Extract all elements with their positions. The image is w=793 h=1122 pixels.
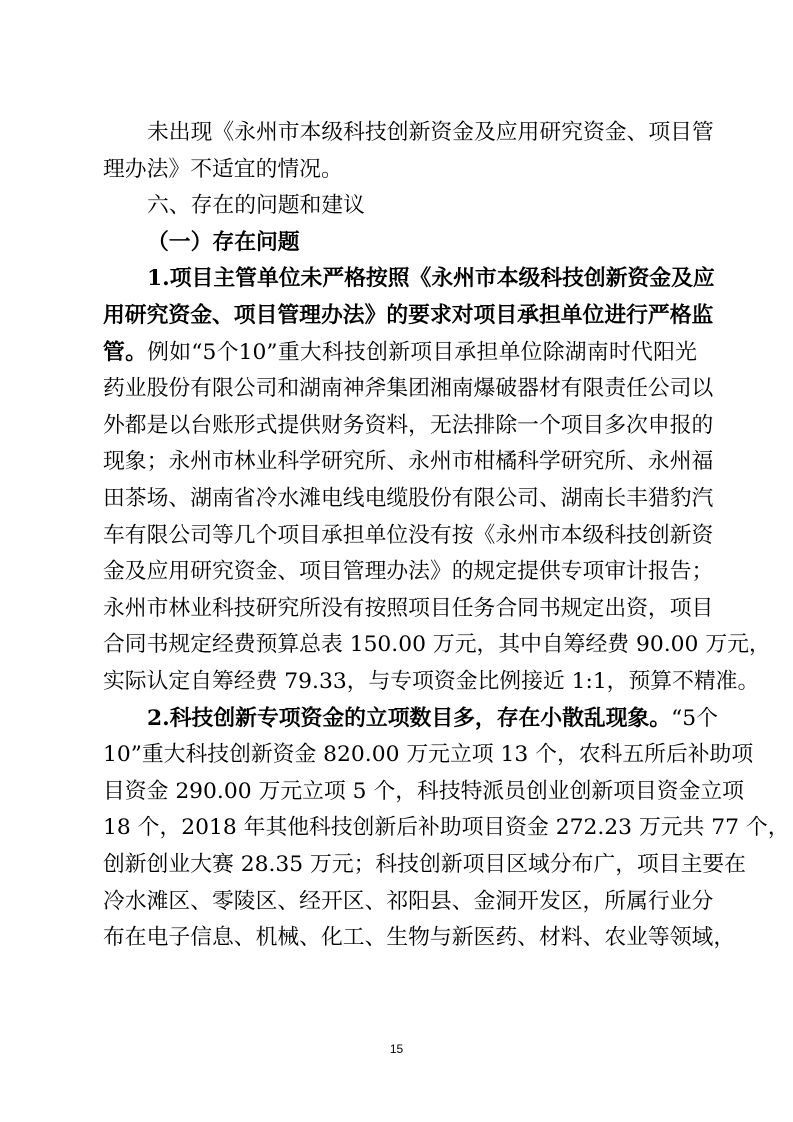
regular-text: 实际认定自筹经费 79.33，与专项资金比例接近 1:1，预算不精准。 xyxy=(103,669,760,694)
regular-text: 未出现《永州市本级科技创新资金及应用研究资金、项目管 xyxy=(147,120,714,145)
text-line xyxy=(103,595,714,623)
text-line xyxy=(103,156,697,184)
regular-text: 18 个，2018 年其他科技创新后补助项目资金 272.23 万元共 77 个， xyxy=(103,815,790,841)
text-line xyxy=(103,522,714,550)
regular-text: 目资金 290.00 万元立项 5 个，科技特派员创业创新项目资金立项 xyxy=(103,778,744,804)
bold-text: 2.科技创新专项资金的立项数目多，存在小散乱现象。 xyxy=(147,705,672,731)
regular-text: 车有限公司等几个项目承担单位没有按《永州市本级科技创新资 xyxy=(103,522,714,548)
regular-text: 六、存在的问题和建议 xyxy=(147,193,365,219)
regular-text: 创新创业大赛 28.35 万元；科技创新项目区域分布广，项目主要在 xyxy=(103,852,746,877)
text-line xyxy=(147,265,715,293)
bold-text: （一）存在问题 xyxy=(147,229,300,255)
text-line xyxy=(103,741,754,769)
text-line xyxy=(103,448,714,476)
text-line xyxy=(103,302,714,330)
text-line xyxy=(147,119,714,147)
text-line xyxy=(103,778,744,806)
regular-text: 金及应用研究资金、项目管理办法》的规定提供专项审计报告； xyxy=(103,559,714,585)
text-line xyxy=(147,705,718,733)
regular-text: 10”重大科技创新资金 820.00 万元立项 13 个，农科五所后补助项 xyxy=(103,742,754,768)
regular-text: 田茶场、湖南省冷水滩电线电缆股份有限公司、湖南长丰猎豹汽 xyxy=(103,486,714,511)
text-line xyxy=(147,229,697,257)
page-number: 15 xyxy=(389,1042,404,1056)
bold-text: 1.项目主管单位未严格按照《永州市本级科技创新资金及应 xyxy=(147,266,715,292)
text-line xyxy=(103,375,714,403)
regular-text: “5个 xyxy=(671,705,718,731)
regular-text: 合同书规定经费预算总表 150.00 万元，其中自筹经费 90.00 万元， xyxy=(103,632,771,658)
regular-text: 永州市林业科技研究所没有按照项目任务合同书规定出资，项目 xyxy=(103,595,714,621)
text-line xyxy=(103,339,697,367)
regular-text: 理办法》不适宜的情况。 xyxy=(103,156,343,182)
bold-text: 用研究资金、项目管理办法》的要求对项目承担单位进行严格监 xyxy=(103,303,714,328)
text-line xyxy=(103,412,714,440)
text-line xyxy=(103,668,760,696)
regular-text: 冷水滩区、零陵区、经开区、祁阳县、金洞开发区，所属行业分 xyxy=(103,888,714,914)
text-line xyxy=(103,924,736,952)
regular-text: 布在电子信息、机械、化工、生物与新医药、材料、农业等领域， xyxy=(103,925,736,951)
text-line xyxy=(103,485,714,513)
regular-text: 药业股份有限公司和湖南神斧集团湘南爆破器材有限责任公司以 xyxy=(103,376,714,402)
text-line xyxy=(103,814,790,842)
regular-text: 外都是以台账形式提供财务资料，无法排除一个项目多次申报的 xyxy=(103,412,714,438)
regular-text: 现象；永州市林业科学研究所、永州市柑橘科学研究所、永州福 xyxy=(103,449,714,475)
text-line xyxy=(103,888,714,916)
text-line xyxy=(103,558,714,586)
bold-text: 管。 xyxy=(103,339,148,365)
regular-text: 例如“5个10”重大科技创新项目承担单位除湖南时代阳光 xyxy=(147,339,697,365)
text-line xyxy=(147,192,697,220)
text-line xyxy=(103,851,746,879)
text-line xyxy=(103,631,771,659)
